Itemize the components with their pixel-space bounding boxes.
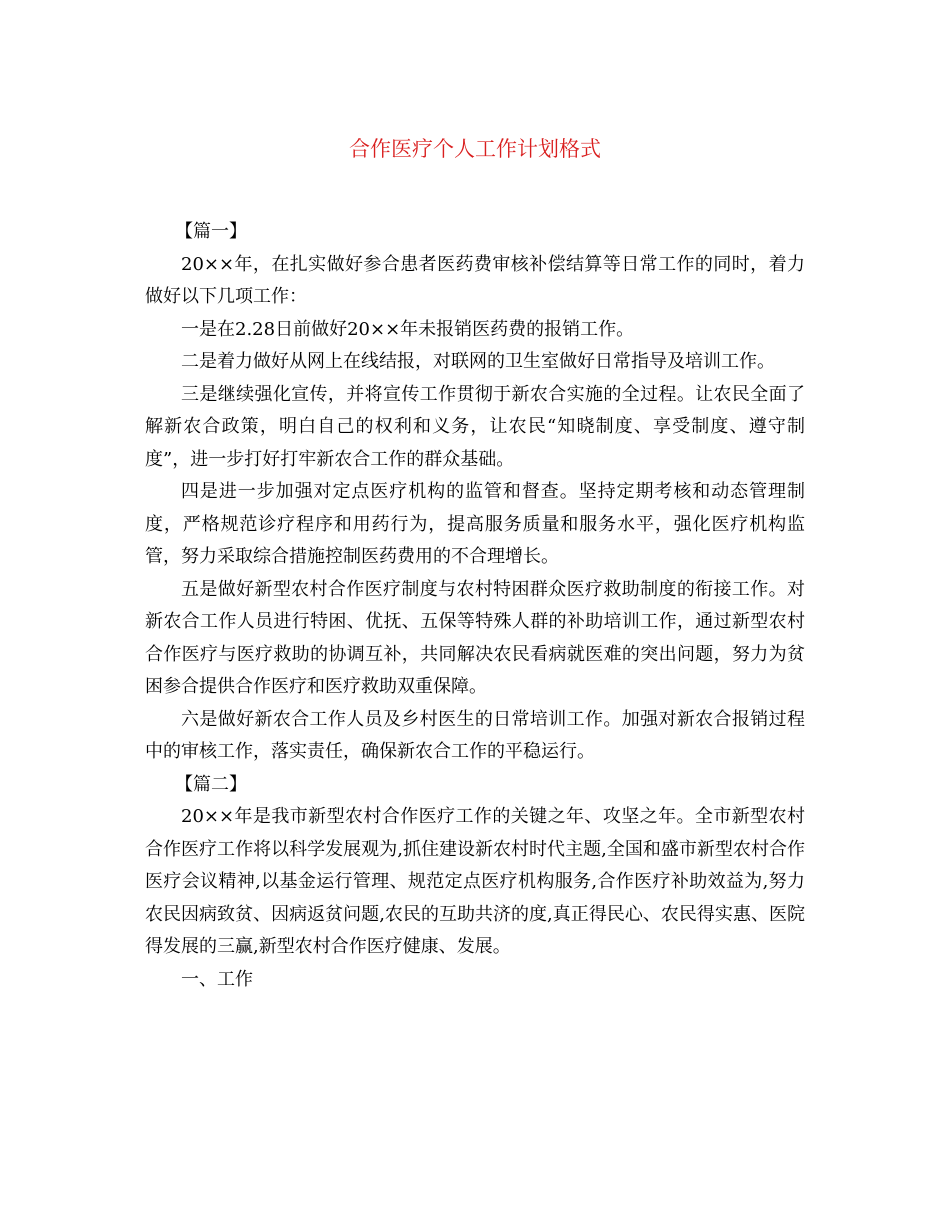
paragraph-item-5: 五是做好新型农村合作医疗制度与农村特困群众医疗救助制度的衔接工作。对新农合工作人员进行特困、优抚、五保等特殊人群的补助培训工作，通过新型农村合作医疗与医疗救助的协调互补，共同解决农民看病就医难的突出问题，努力为贫困参合提供合作医疗和医疗救助双重保障。 — [145, 578, 805, 697]
section-heading-1: 【篇一】 — [175, 221, 247, 242]
paragraph-item-4: 四是进一步加强对定点医疗机构的监管和督查。坚持定期考核和动态管理制度，严格规范诊疗程序和用药行为，提高服务质量和服务水平，强化医疗机构监管，努力采取综合措施控制医药费用的不合理增长。 — [145, 481, 805, 567]
paragraph-intro-2: 20××年是我市新型农村合作医疗工作的关键之年、攻坚之年。全市新型农村合作医疗工作将以科学发展观为,抓住建设新农村时代主题,全国和盛市新型农村合作医疗会议精神,以基金运行管理、规范定点医疗机构服务,合作医疗补助效益为,努力农民因病致贫、因病返贫问题,农民的互助共济的度,真正得民心、农民得实惠、医院得发展的三赢,新型农村合作医疗健康、发展。 — [145, 806, 805, 957]
section-heading-2: 【篇二】 — [175, 773, 247, 795]
paragraph-item-3: 三是继续强化宣传，并将宣传工作贯彻于新农合实施的全过程。让农民全面了解新农合政策，明白自己的权利和义务，让农民“知晓制度、享受制度、遵守制度”，进一步打好打牢新农合工作的群众基础。 — [145, 383, 805, 470]
paragraph-item-2: 二是着力做好从网上在线结报，对联网的卫生室做好日常指导及培训工作。 — [181, 351, 775, 372]
paragraph-subheading: 一、工作 — [181, 968, 253, 990]
paragraph-item-1: 一是在2.28日前做好20××年未报销医药费的报销工作。 — [181, 318, 635, 340]
paragraph-item-6: 六是做好新农合工作人员及乡村医生的日常培训工作。加强对新农合报销过程中的审核工作，落实责任，确保新农合工作的平稳运行。 — [145, 708, 805, 762]
document-body — [145, 216, 805, 996]
paragraph-intro-1: 20××年，在扎实做好参合患者医药费审核补偿结算等日常工作的同时，着力做好以下几项工作： — [145, 253, 805, 307]
document-title: 合作医疗个人工作计划格式 — [349, 137, 601, 161]
